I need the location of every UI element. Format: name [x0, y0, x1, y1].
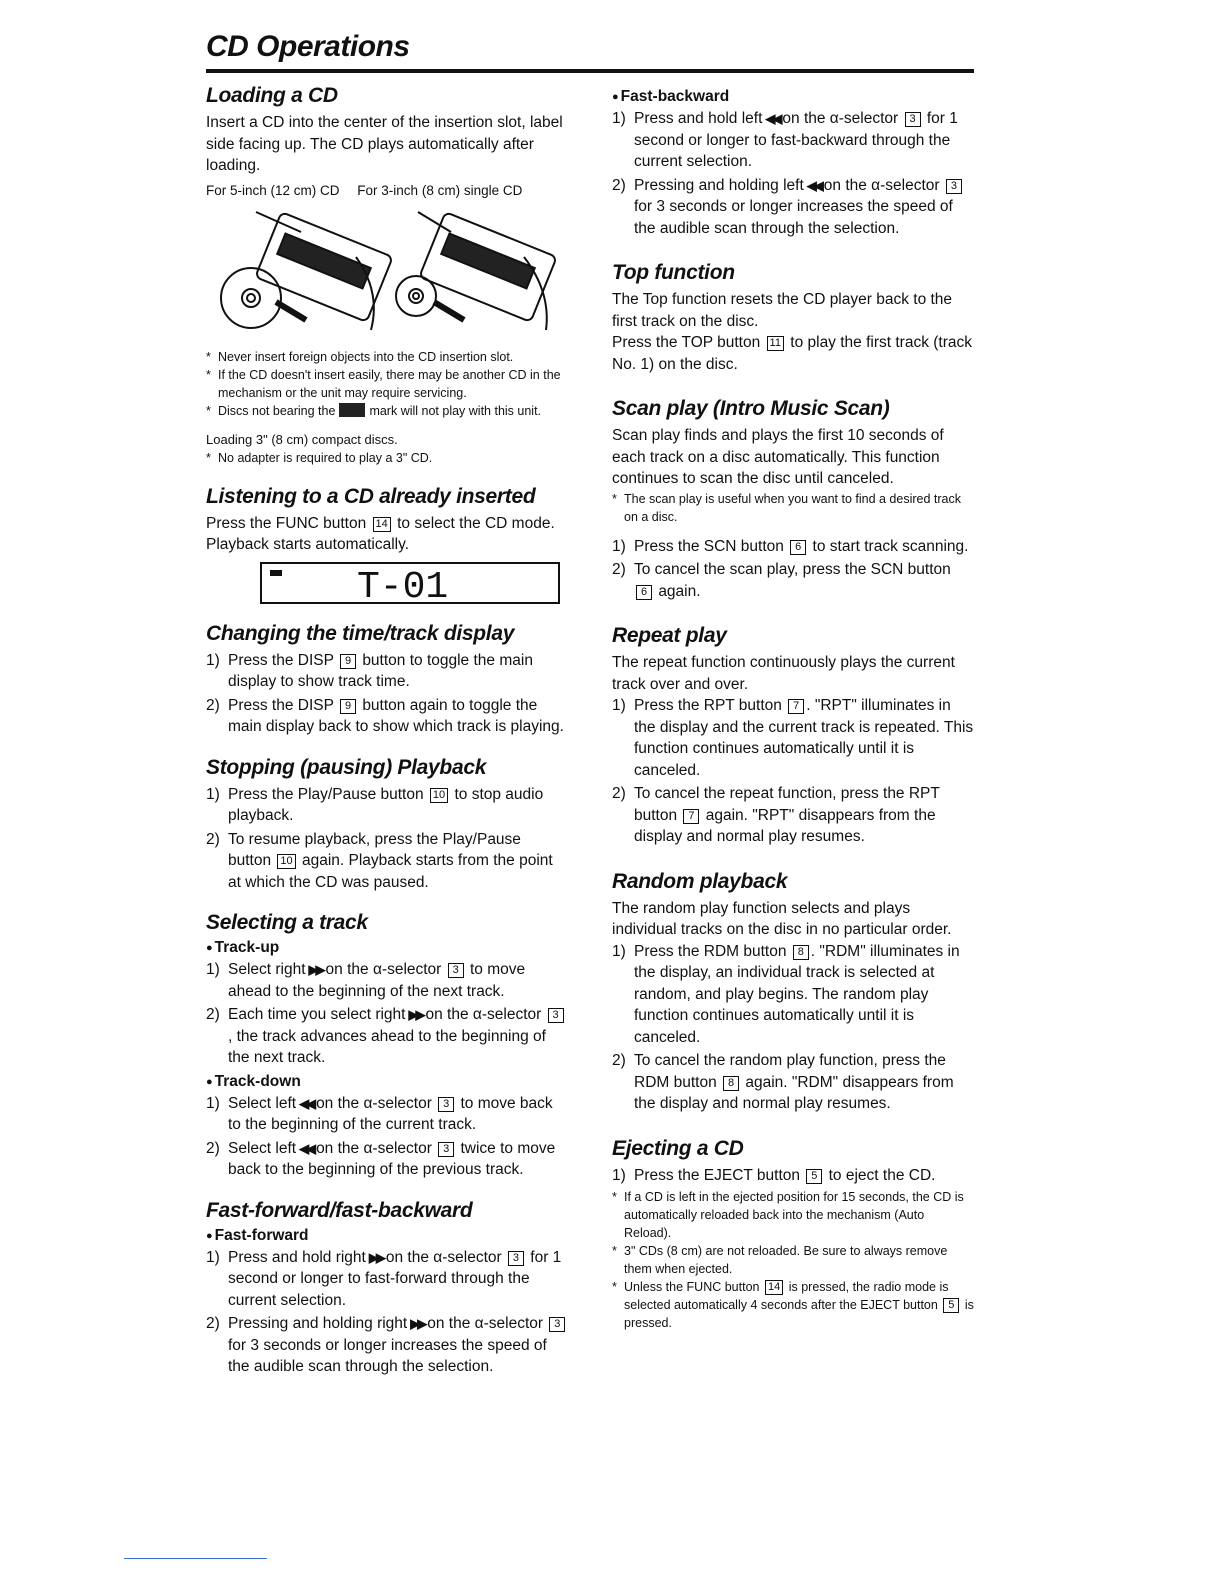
top-button-ref: 11 [767, 336, 784, 351]
section-loading [206, 84, 568, 467]
repeat-steps [612, 695, 974, 848]
bottom-rule [124, 1558, 267, 1559]
step-text: Press the EJECT button [634, 1166, 800, 1184]
step-text: on the α-selector [316, 1139, 432, 1157]
step-text: to eject the CD. [828, 1166, 936, 1184]
step-text: again. "RDM" disappears from the display and normal play resumes. [634, 1073, 954, 1112]
list-item [206, 695, 568, 738]
step-number: 2) [206, 696, 220, 714]
section-top-function [612, 261, 974, 375]
section-fast-forward [206, 1199, 568, 1378]
list-item [206, 1004, 568, 1069]
note-disc-mark-before: Discs not bearing the [218, 403, 336, 418]
listening-text [206, 513, 568, 556]
loading-3inch-heading: Loading 3" (8 cm) compact discs. [206, 431, 398, 447]
track-up-steps [206, 959, 568, 1069]
note-disc-mark-after: mark will not play with this unit. [369, 403, 542, 418]
step-number: 1) [612, 1166, 626, 1184]
title-rule [206, 69, 974, 73]
section-selecting [206, 911, 568, 1181]
top-text-2a: Press the TOP button [612, 334, 761, 351]
scn-button-ref: 6 [636, 585, 652, 600]
heading-repeat: Repeat play [612, 624, 727, 647]
list-item [206, 829, 568, 894]
fast-forward-icon: ▶▶ [410, 1316, 425, 1331]
list-item [206, 784, 568, 827]
section-changing [206, 622, 568, 738]
rpt-button-ref: 7 [683, 809, 699, 824]
section-listening [206, 485, 568, 604]
rdm-button-ref: 8 [723, 1076, 739, 1091]
step-number: 1) [612, 697, 626, 714]
step-number: 1) [612, 537, 626, 555]
step-text: on the α-selector [325, 961, 442, 978]
random-steps [612, 941, 974, 1115]
lcd-display-text: T-01 [357, 565, 449, 602]
caption-3inch: For 3-inch (8 cm) single CD [357, 182, 523, 198]
rewind-icon: ◀◀ [299, 1095, 314, 1111]
rdm-button-ref: 8 [793, 945, 809, 960]
step-text: . "RPT" illuminates in the display and the current track is repeated. This function continues automatically until it is canceled. [634, 697, 974, 779]
list-item [206, 1313, 568, 1378]
rpt-button-ref: 7 [788, 699, 804, 714]
step-text: on the α-selector [823, 176, 940, 194]
step-number: 1) [612, 942, 626, 960]
step-number: 1) [206, 961, 220, 978]
step-text: twice to move back to the beginning of the previous track. [228, 1139, 556, 1178]
repeat-text: The repeat function continuously plays the current track over and over. [612, 654, 955, 693]
heading-listening: Listening to a CD already inserted [206, 484, 536, 508]
step-text: for 1 second or longer to fast-backward through the current selection. [634, 110, 958, 170]
fast-forward-icon: ▶▶ [368, 1249, 383, 1265]
eject-button-ref: 5 [943, 1298, 959, 1313]
step-text: on the α-selector [427, 1315, 544, 1332]
step-text: To resume playback, press the Play/Pause button [228, 830, 521, 869]
step-text: Each time you select right [228, 1006, 406, 1023]
list-item [612, 559, 974, 602]
step-text: Pressing and holding right [228, 1315, 408, 1332]
changing-steps [206, 650, 568, 738]
list-item [612, 175, 974, 240]
top-text-2b: to play the first track (track No. 1) on the disc. [612, 334, 973, 373]
step-text: Press the RPT button [634, 697, 782, 714]
track-up-label: ● Track-up [206, 939, 568, 957]
step-text: again. "RPT" disappears from the display and normal play resumes. [634, 806, 936, 845]
fast-backward-steps [612, 108, 974, 239]
func-button-ref: 14 [765, 1280, 783, 1295]
left-column [206, 84, 568, 1396]
fast-forward-icon: ▶▶ [408, 1007, 423, 1022]
alpha-selector-ref: 3 [508, 1251, 524, 1266]
step-text: on the α-selector [782, 110, 899, 127]
illustration-captions [206, 183, 568, 198]
section-scan [612, 397, 974, 602]
step-text: on the α-selector [385, 1248, 502, 1266]
note-insert-easily: * If the CD doesn't insert easily, there may be another CD in the mechanism or the unit may require servicing. [206, 366, 568, 402]
step-number: 1) [206, 651, 220, 669]
note-text: Unless the FUNC button [624, 1280, 760, 1294]
step-number: 2) [612, 176, 626, 194]
step-text: To cancel the repeat function, press the RPT button [634, 785, 940, 824]
eject-note-func [612, 1278, 974, 1332]
list-item [612, 108, 974, 173]
heading-scan: Scan play (Intro Music Scan) [612, 397, 890, 420]
section-fast-backward [612, 88, 974, 239]
step-text: button to toggle the main display to show track time. [228, 651, 533, 690]
step-number: 1) [206, 1248, 220, 1266]
step-text: to start track scanning. [812, 537, 969, 555]
step-text: Select right [228, 961, 306, 978]
section-random [612, 870, 974, 1115]
heading-loading: Loading a CD [206, 84, 338, 107]
listening-text-b: to select the CD mode. Playback starts automatically. [206, 514, 555, 553]
scan-note: * The scan play is useful when you want to find a desired track on a disc. [612, 490, 974, 526]
list-item [206, 1093, 568, 1136]
top-text-2 [612, 332, 974, 375]
fast-forward-steps [206, 1247, 568, 1378]
section-eject [612, 1137, 974, 1333]
list-item [206, 959, 568, 1002]
step-number: 2) [206, 830, 220, 848]
step-text: button again to toggle the main display back to show which track is playing. [228, 696, 564, 735]
rewind-icon: ◀◀ [806, 177, 821, 193]
step-text: Pressing and holding left [634, 176, 804, 194]
alpha-selector-ref: 3 [448, 963, 464, 978]
step-text: Press the Play/Pause button [228, 785, 424, 803]
step-text: Press the SCN button [634, 537, 784, 555]
play-pause-button-ref: 10 [277, 854, 295, 869]
step-number: 2) [612, 561, 626, 578]
section-stopping [206, 756, 568, 894]
eject-button-ref: 5 [806, 1169, 822, 1184]
eject-note-auto-reload: * If a CD is left in the ejected position for 15 seconds, the CD is automatically reloaded back into the mechanism (Auto Reload). [612, 1188, 974, 1242]
page-title: CD Operations [206, 30, 410, 63]
step-text: for 1 second or longer to fast-forward through the current selection. [228, 1248, 562, 1309]
right-column [612, 84, 974, 1350]
rewind-icon: ◀◀ [765, 111, 780, 126]
note-foreign-objects: * Never insert foreign objects into the CD insertion slot. [206, 348, 568, 366]
step-text: To cancel the scan play, press the SCN button [634, 561, 951, 578]
heading-stopping: Stopping (pausing) Playback [206, 755, 487, 779]
fast-backward-label: ● Fast-backward [612, 88, 974, 106]
list-item [206, 650, 568, 693]
note-no-adapter: * No adapter is required to play a 3" CD. [206, 449, 568, 467]
step-text: , the track advances ahead to the beginning of the next track. [228, 1027, 546, 1066]
step-text: on the α-selector [316, 1094, 432, 1112]
list-item [612, 941, 974, 1049]
step-number: 1) [206, 785, 220, 803]
heading-fast-forward: Fast-forward/fast-backward [206, 1198, 473, 1222]
track-down-steps [206, 1093, 568, 1181]
list-item [612, 783, 974, 848]
section-repeat [612, 624, 974, 848]
lcd-display [260, 562, 560, 604]
eject-steps [612, 1165, 974, 1187]
disp-button-ref: 9 [340, 654, 356, 669]
step-text: To cancel the random play function, press the RDM button [634, 1052, 946, 1091]
heading-top-function: Top function [612, 261, 735, 284]
step-text: again. Playback starts from the point at which the CD was paused. [228, 852, 553, 891]
step-number: 2) [206, 1006, 220, 1023]
alpha-selector-ref: 3 [549, 1317, 565, 1332]
listening-text-a: Press the FUNC button [206, 514, 367, 532]
cd-insertion-illustration [206, 202, 568, 342]
step-text: Press the DISP [228, 696, 334, 714]
step-text: to move ahead to the beginning of the next track. [228, 961, 526, 1000]
stopping-steps [206, 784, 568, 894]
track-down-label: ● Track-down [206, 1073, 568, 1091]
alpha-selector-ref: 3 [905, 112, 921, 127]
step-number: 1) [612, 110, 626, 127]
step-text: to move back to the beginning of the current track. [228, 1094, 553, 1133]
step-text: again. [658, 582, 701, 600]
lcd-display-graphic [262, 564, 558, 602]
step-text: for 3 seconds or longer increases the speed of the audible scan through the selection. [634, 198, 953, 237]
heading-eject: Ejecting a CD [612, 1136, 744, 1160]
scn-button-ref: 6 [790, 540, 806, 555]
step-number: 1) [206, 1094, 220, 1112]
list-item [612, 536, 974, 558]
scan-steps [612, 536, 974, 603]
step-text: . "RDM" illuminates in the display, an individual track is selected at random, and play begins. The random play function continues automatically until it is canceled. [634, 942, 960, 1046]
step-text: Press the RDM button [634, 942, 787, 960]
fast-forward-icon: ▶▶ [308, 962, 323, 977]
step-number: 2) [612, 1052, 626, 1069]
step-text: Press and hold left [634, 110, 763, 127]
note-text: is pressed, the radio mode is selected automatically 4 seconds after the EJECT button [624, 1280, 949, 1312]
alpha-selector-ref: 3 [438, 1097, 454, 1112]
play-pause-button-ref: 10 [430, 788, 448, 803]
heading-random: Random playback [612, 869, 788, 893]
step-text: for 3 seconds or longer increases the speed of the audible scan through the selection. [228, 1336, 547, 1375]
note-disc-mark [206, 402, 568, 420]
list-item [206, 1247, 568, 1312]
random-text: The random play function selects and plays individual tracks on the disc in no particular order. [612, 899, 952, 938]
compact-disc-logo-icon [339, 403, 365, 417]
step-text: Press the DISP [228, 651, 334, 669]
func-button-ref: 14 [373, 517, 391, 532]
step-number: 2) [206, 1139, 220, 1157]
list-item [612, 1165, 974, 1187]
alpha-selector-ref: 3 [548, 1008, 564, 1023]
step-text: to stop audio playback. [228, 785, 544, 824]
step-text: Press and hold right [228, 1248, 366, 1266]
step-text: on the α-selector [425, 1006, 542, 1023]
step-number: 2) [206, 1315, 220, 1332]
loading-text: Insert a CD into the center of the insertion slot, label side facing up. The CD plays automatically after loading. [206, 114, 563, 174]
heading-changing: Changing the time/track display [206, 621, 515, 645]
disp-button-ref: 9 [340, 699, 356, 714]
caption-5inch: For 5-inch (12 cm) CD [206, 182, 340, 198]
eject-note-3inch: * 3" CDs (8 cm) are not reloaded. Be sure to always remove them when ejected. [612, 1242, 974, 1278]
step-number: 2) [612, 785, 626, 802]
fast-forward-label: ● Fast-forward [206, 1227, 568, 1245]
top-text-1: The Top function resets the CD player back to the first track on the disc. [612, 291, 953, 330]
alpha-selector-ref: 3 [438, 1142, 454, 1157]
step-text: Select left [228, 1139, 297, 1157]
note-text: is pressed. [624, 1298, 974, 1330]
alpha-selector-ref: 3 [946, 179, 962, 194]
step-text: Select left [228, 1094, 297, 1112]
scan-text: Scan play finds and plays the first 10 seconds of each track on a disc automatically. This function continues to scan the disc until canceled. [612, 427, 944, 487]
rewind-icon: ◀◀ [299, 1140, 314, 1156]
list-item [612, 695, 974, 781]
list-item [612, 1050, 974, 1115]
list-item [206, 1138, 568, 1181]
heading-selecting: Selecting a track [206, 911, 368, 934]
